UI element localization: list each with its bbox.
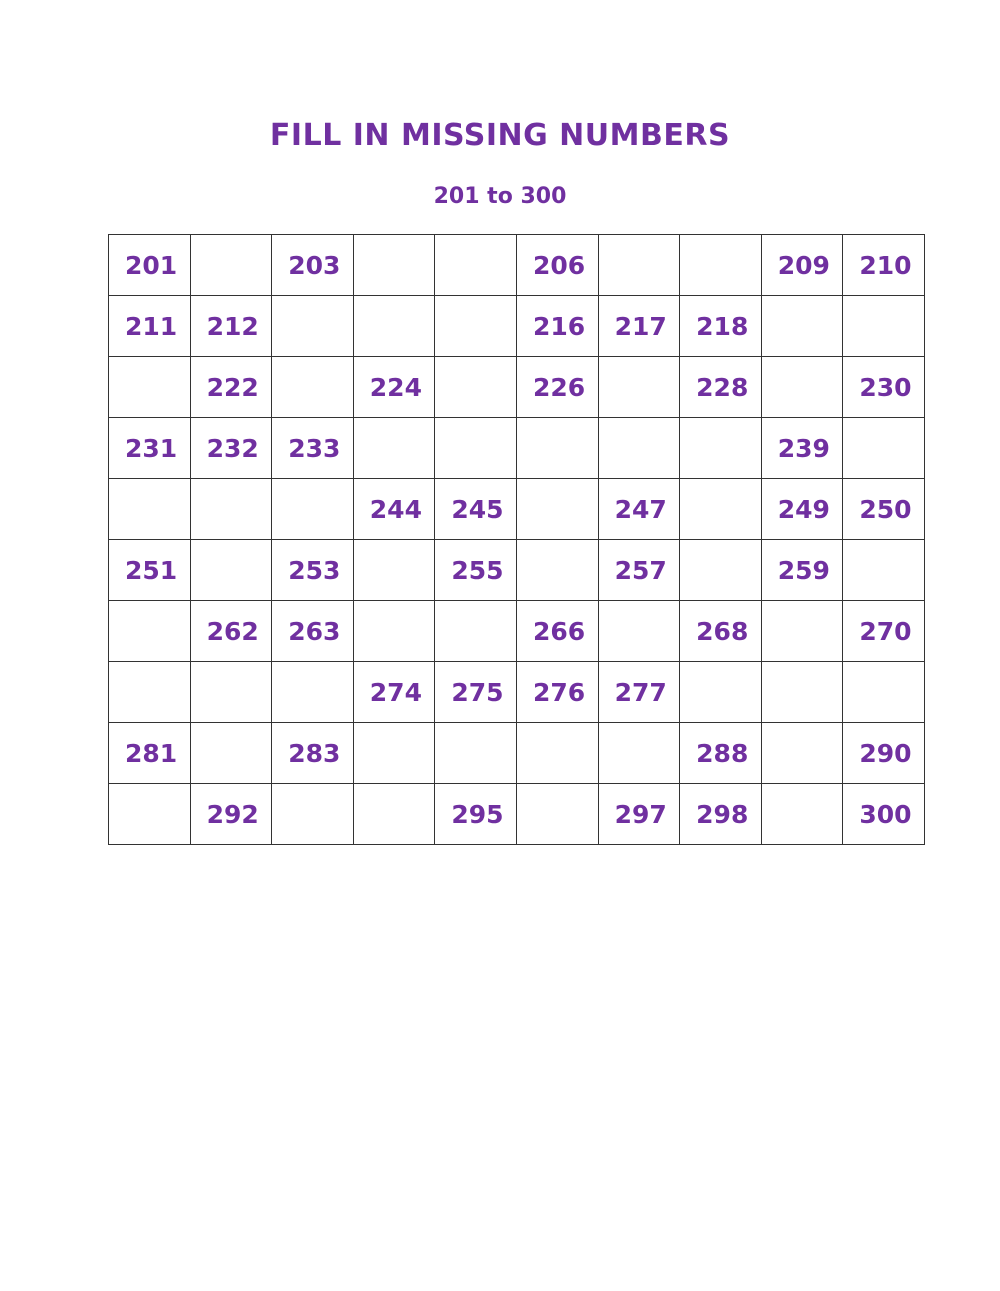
blank-cell[interactable] [353,723,435,784]
number-cell: 283 [272,723,354,784]
blank-cell[interactable] [843,418,925,479]
blank-cell[interactable] [761,357,843,418]
blank-cell[interactable] [109,662,191,723]
grid-row [109,723,925,784]
number-cell: 209 [761,235,843,296]
blank-cell[interactable] [761,601,843,662]
number-cell: 217 [598,296,680,357]
number-cell: 230 [843,357,925,418]
number-cell: 300 [843,784,925,845]
blank-cell[interactable] [516,784,598,845]
page-title: FILL IN MISSING NUMBERS [269,118,731,153]
number-cell: 233 [272,418,354,479]
blank-cell[interactable] [435,723,517,784]
grid-row [109,235,925,296]
number-cell: 211 [109,296,191,357]
grid-row [109,784,925,845]
blank-cell[interactable] [761,784,843,845]
number-cell: 250 [843,479,925,540]
blank-cell[interactable] [272,357,354,418]
number-cell: 216 [516,296,598,357]
blank-cell[interactable] [843,540,925,601]
blank-cell[interactable] [843,296,925,357]
blank-cell[interactable] [353,784,435,845]
number-cell: 262 [190,601,272,662]
number-cell: 257 [598,540,680,601]
number-cell: 298 [680,784,762,845]
blank-cell[interactable] [435,418,517,479]
grid-row [109,479,925,540]
number-cell: 274 [353,662,435,723]
blank-cell[interactable] [353,540,435,601]
number-cell: 281 [109,723,191,784]
blank-cell[interactable] [761,723,843,784]
number-cell: 270 [843,601,925,662]
number-cell: 292 [190,784,272,845]
blank-cell[interactable] [435,296,517,357]
blank-cell[interactable] [680,235,762,296]
blank-cell[interactable] [272,784,354,845]
number-cell: 222 [190,357,272,418]
blank-cell[interactable] [353,418,435,479]
number-cell: 290 [843,723,925,784]
number-cell: 277 [598,662,680,723]
grid-row [109,601,925,662]
number-cell: 239 [761,418,843,479]
page-subtitle: 201 to 300 [433,184,567,209]
grid-row [109,296,925,357]
blank-cell[interactable] [516,418,598,479]
number-cell: 224 [353,357,435,418]
number-cell: 201 [109,235,191,296]
blank-cell[interactable] [353,296,435,357]
number-cell: 247 [598,479,680,540]
blank-cell[interactable] [598,601,680,662]
number-cell: 297 [598,784,680,845]
number-cell: 203 [272,235,354,296]
blank-cell[interactable] [516,479,598,540]
number-cell: 275 [435,662,517,723]
blank-cell[interactable] [272,479,354,540]
number-cell: 210 [843,235,925,296]
blank-cell[interactable] [680,418,762,479]
grid-row [109,357,925,418]
number-cell: 276 [516,662,598,723]
number-cell: 263 [272,601,354,662]
blank-cell[interactable] [680,540,762,601]
blank-cell[interactable] [761,662,843,723]
number-cell: 288 [680,723,762,784]
blank-cell[interactable] [272,296,354,357]
number-cell: 231 [109,418,191,479]
blank-cell[interactable] [109,479,191,540]
blank-cell[interactable] [435,235,517,296]
blank-cell[interactable] [761,296,843,357]
blank-cell[interactable] [190,479,272,540]
number-cell: 212 [190,296,272,357]
number-cell: 251 [109,540,191,601]
number-cell: 253 [272,540,354,601]
blank-cell[interactable] [680,662,762,723]
blank-cell[interactable] [353,235,435,296]
number-cell: 218 [680,296,762,357]
grid-row [109,418,925,479]
number-cell: 268 [680,601,762,662]
blank-cell[interactable] [598,723,680,784]
grid-row [109,540,925,601]
blank-cell[interactable] [353,601,435,662]
number-cell: 249 [761,479,843,540]
blank-cell[interactable] [190,662,272,723]
blank-cell[interactable] [516,723,598,784]
blank-cell[interactable] [190,540,272,601]
blank-cell[interactable] [109,601,191,662]
grid-row [109,662,925,723]
number-cell: 245 [435,479,517,540]
blank-cell[interactable] [435,357,517,418]
number-cell: 295 [435,784,517,845]
blank-cell[interactable] [680,479,762,540]
blank-cell[interactable] [109,784,191,845]
number-cell: 226 [516,357,598,418]
number-cell: 228 [680,357,762,418]
blank-cell[interactable] [272,662,354,723]
blank-cell[interactable] [190,235,272,296]
number-cell: 206 [516,235,598,296]
blank-cell[interactable] [843,662,925,723]
blank-cell[interactable] [109,357,191,418]
number-grid-body [109,235,925,845]
blank-cell[interactable] [598,357,680,418]
number-cell: 232 [190,418,272,479]
number-cell: 255 [435,540,517,601]
blank-cell[interactable] [516,540,598,601]
blank-cell[interactable] [190,723,272,784]
number-cell: 244 [353,479,435,540]
blank-cell[interactable] [598,235,680,296]
number-cell: 259 [761,540,843,601]
number-grid [108,234,925,845]
blank-cell[interactable] [435,601,517,662]
blank-cell[interactable] [598,418,680,479]
number-cell: 266 [516,601,598,662]
